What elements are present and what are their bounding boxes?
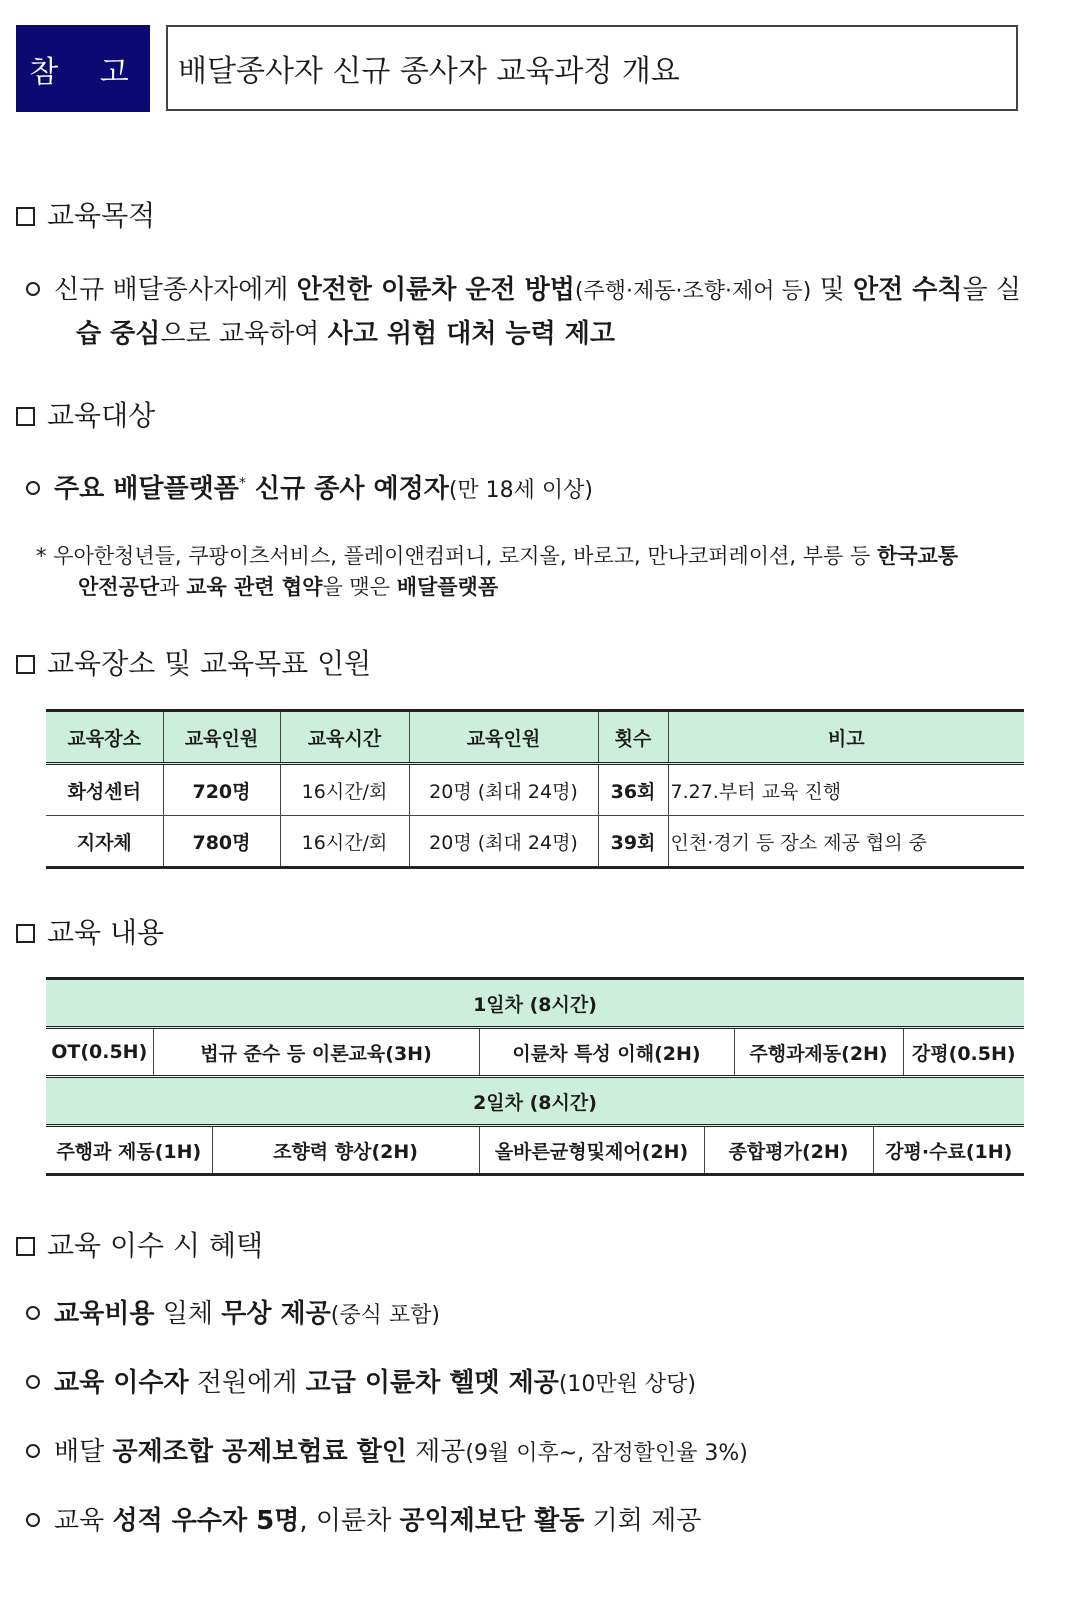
checkbox-square-icon — [16, 1237, 35, 1256]
checkbox-square-icon — [16, 655, 35, 674]
section-heading-purpose: 교육목적 — [16, 194, 155, 234]
table-cell: 7.27.부터 교육 진행 — [668, 764, 1024, 816]
session-cell: 주행과제동(2H) — [734, 1028, 903, 1077]
checkbox-square-icon — [16, 407, 35, 426]
target-footnote-continued: 안전공단과 교육 관련 협약을 맺은 배달플랫폼 — [78, 575, 499, 599]
target-footnote: * 우아한청년들, 쿠팡이츠서비스, 플레이앤컴퍼니, 로지올, 바로고, 만나코퍼레이션, 부릉 등 한국교통 — [36, 544, 959, 568]
document-title: 배달종사자 신규 종사자 교육과정 개요 — [166, 25, 1018, 111]
table-cell: 인천·경기 등 장소 제공 협의 중 — [668, 816, 1024, 868]
table-row — [46, 764, 1024, 816]
table-header-cell: 횟수 — [598, 711, 668, 764]
circle-bullet-icon — [26, 481, 40, 495]
session-cell: 올바른균형및제어(2H) — [479, 1126, 704, 1175]
purpose-bullet: 신규 배달종사자에게 안전한 이륜차 운전 방법(주행·제동·조향·제어 등) 및 안전 수칙을 실 — [26, 269, 1021, 306]
day1-header: 1일차 (8시간) — [46, 979, 1024, 1028]
table-cell: 36회 — [598, 764, 668, 816]
benefit-bullet: 배달 공제조합 공제보험료 할인 제공(9월 이후~, 잠정할인율 3%) — [26, 1431, 748, 1468]
section-heading-target: 교육대상 — [16, 394, 155, 434]
session-cell: 강평·수료(1H) — [873, 1126, 1024, 1175]
session-cell: OT(0.5H) — [46, 1028, 153, 1077]
table-cell: 39회 — [598, 816, 668, 868]
table-header-cell: 교육시간 — [280, 711, 409, 764]
table-cell: 화성센터 — [46, 764, 163, 816]
session-cell: 주행과 제동(1H) — [46, 1126, 212, 1175]
checkbox-square-icon — [16, 924, 35, 943]
circle-bullet-icon — [26, 1375, 40, 1389]
table-header-cell: 교육장소 — [46, 711, 163, 764]
table-cell: 780명 — [163, 816, 280, 868]
table-cell: 20명 (최대 24명) — [409, 816, 598, 868]
table-cell: 16시간/회 — [280, 764, 409, 816]
benefit-bullet: 교육비용 일체 무상 제공(중식 포함) — [26, 1293, 440, 1330]
table-header-row — [46, 711, 1024, 764]
circle-bullet-icon — [26, 282, 40, 296]
session-cell: 이륜차 특성 이해(2H) — [479, 1028, 734, 1077]
table-cell: 지자체 — [46, 816, 163, 868]
purpose-bullet-continued: 습 중심으로 교육하여 사고 위험 대처 능력 제고 — [76, 319, 616, 349]
day2-row — [46, 1126, 1024, 1175]
reference-tag: 참 고 — [16, 25, 150, 112]
table-header-cell: 교육인원 — [163, 711, 280, 764]
benefit-bullet: 교육 성적 우수자 5명, 이륜차 공익제보단 활동 기회 제공 — [26, 1500, 701, 1537]
day2-header: 2일차 (8시간) — [46, 1077, 1024, 1126]
session-cell: 법규 준수 등 이론교육(3H) — [153, 1028, 479, 1077]
day1-row — [46, 1028, 1024, 1077]
checkbox-square-icon — [16, 207, 35, 226]
section-heading-content: 교육 내용 — [16, 911, 164, 951]
curriculum-table — [46, 977, 1024, 1176]
table-header-cell: 교육인원 — [409, 711, 598, 764]
target-bullet: 주요 배달플랫폼* 신규 종사 예정자(만 18세 이상) — [26, 468, 593, 505]
table-cell: 20명 (최대 24명) — [409, 764, 598, 816]
table-header-cell: 비고 — [668, 711, 1024, 764]
table-row — [46, 816, 1024, 868]
circle-bullet-icon — [26, 1444, 40, 1458]
benefit-bullet: 교육 이수자 전원에게 고급 이륜차 헬멧 제공(10만원 상당) — [26, 1362, 696, 1399]
place-table — [46, 709, 1024, 869]
session-cell: 종합평가(2H) — [704, 1126, 873, 1175]
session-cell: 강평(0.5H) — [903, 1028, 1024, 1077]
circle-bullet-icon — [26, 1306, 40, 1320]
table-cell: 720명 — [163, 764, 280, 816]
table-cell: 16시간/회 — [280, 816, 409, 868]
section-heading-place: 교육장소 및 교육목표 인원 — [16, 642, 371, 682]
section-heading-benefit: 교육 이수 시 혜택 — [16, 1224, 263, 1264]
session-cell: 조향력 향상(2H) — [212, 1126, 479, 1175]
circle-bullet-icon — [26, 1513, 40, 1527]
